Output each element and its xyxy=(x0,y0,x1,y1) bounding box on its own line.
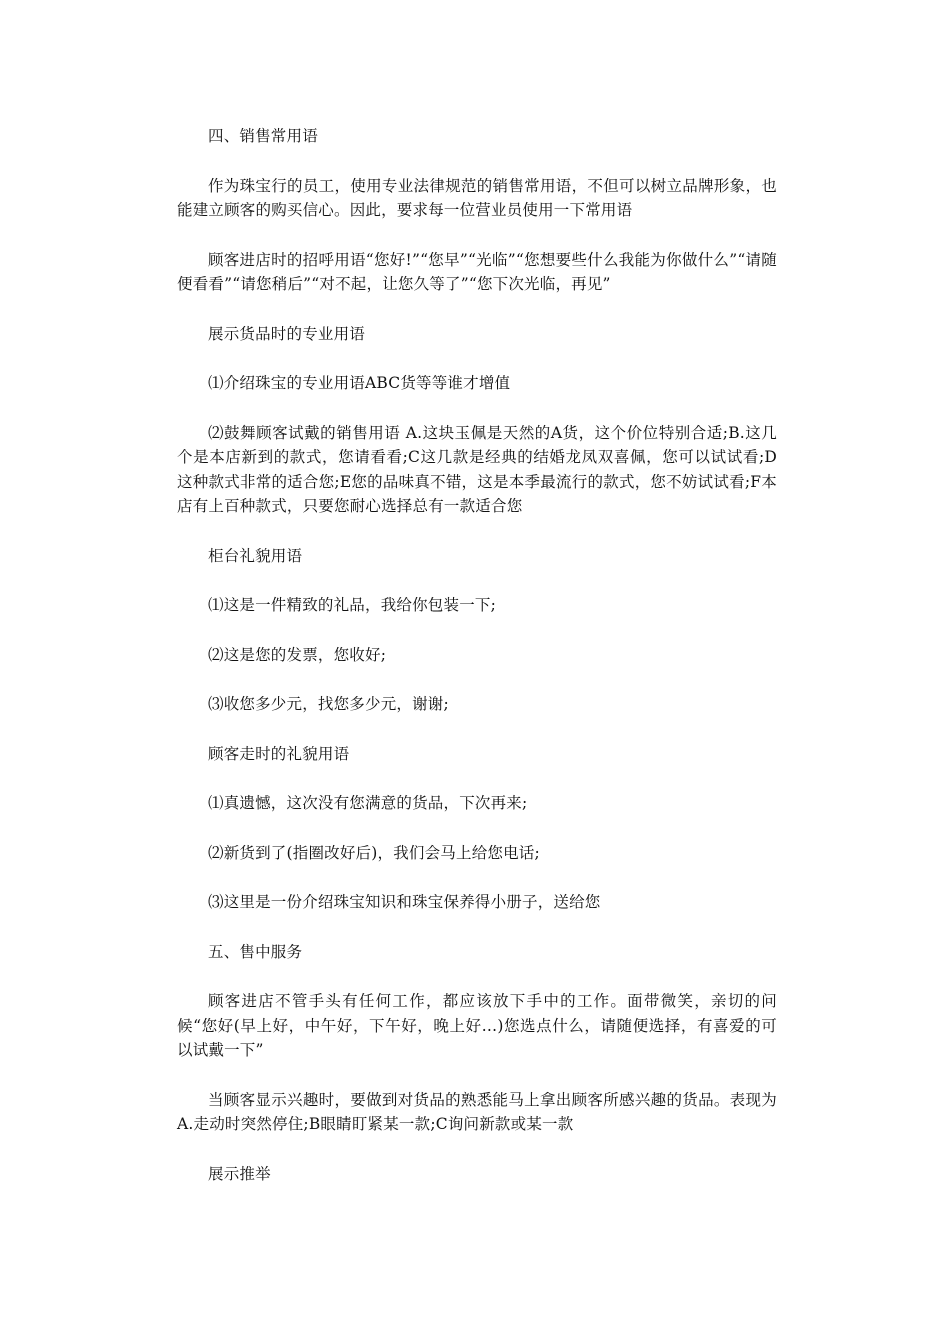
paragraph-customer-interest: 当顾客显示兴趣时，要做到对货品的熟悉能马上拿出顾客所感兴趣的货品。表现为A.走动时突然停住;B眼睛盯紧某一款;C询问新款或某一款 xyxy=(177,1090,777,1133)
subheading-counter-phrases: 柜台礼貌用语 xyxy=(208,546,303,565)
list-item-display-2: ⑵鼓舞顾客试戴的销售用语 A.这块玉佩是天然的A货，这个价位特别合适;B.这几个是本店新到的款式，您请看看;C这几款是经典的结婚龙凤双喜佩，您可以试试看;D这种款式非常的适合您;E您的品味真不错，这是本季最流行的款式，您不妨试试看;F本店有上百种款式，只要您耐心选择总有一款适合您 xyxy=(177,423,777,515)
paragraph-intro: 作为珠宝行的员工，使用专业法律规范的销售常用语，不但可以树立品牌形象，也能建立顾客的购买信心。因此，要求每一位营业员使用一下常用语 xyxy=(177,176,777,219)
list-item-counter-1: ⑴这是一件精致的礼品，我给你包装一下; xyxy=(208,596,497,614)
list-item-farewell-2: ⑵新货到了(指圈改好后)，我们会马上给您电话; xyxy=(208,843,540,862)
list-item-farewell-3: ⑶这里是一份介绍珠宝知识和珠宝保养得小册子，送给您 xyxy=(208,893,601,911)
section-heading-in-sale-service: 五、售中服务 xyxy=(208,942,303,961)
paragraph-customer-entry: 顾客进店不管手头有任何工作，都应该放下手中的工作。面带微笑，亲切的问候“您好(早上好，中午好，下午好，晚上好…)您选点什么，请随便选择，有喜爱的可以试戴一下” xyxy=(177,992,777,1059)
paragraph-greeting-phrases: 顾客进店时的招呼用语“您好!”“您早”“光临”“您想要些什么我能为你做什么”“请随便看看”“请您稍后”“对不起，让您久等了”“您下次光临，再见” xyxy=(177,250,777,293)
list-item-display-1: ⑴介绍珠宝的专业用语ABC货等等谁才增值 xyxy=(208,374,511,392)
subheading-display-recommend: 展示推举 xyxy=(208,1164,271,1183)
subheading-display-phrases: 展示货品时的专业用语 xyxy=(208,324,366,343)
section-heading-sales-phrases: 四、销售常用语 xyxy=(208,127,318,145)
subheading-farewell-phrases: 顾客走时的礼貌用语 xyxy=(208,744,350,763)
document-body xyxy=(177,124,777,1186)
list-item-counter-3: ⑶收您多少元，找您多少元，谢谢; xyxy=(208,695,449,713)
list-item-farewell-1: ⑴真遗憾，这次没有您满意的货品，下次再来; xyxy=(208,794,528,812)
list-item-counter-2: ⑵这是您的发票，您收好; xyxy=(208,645,387,664)
